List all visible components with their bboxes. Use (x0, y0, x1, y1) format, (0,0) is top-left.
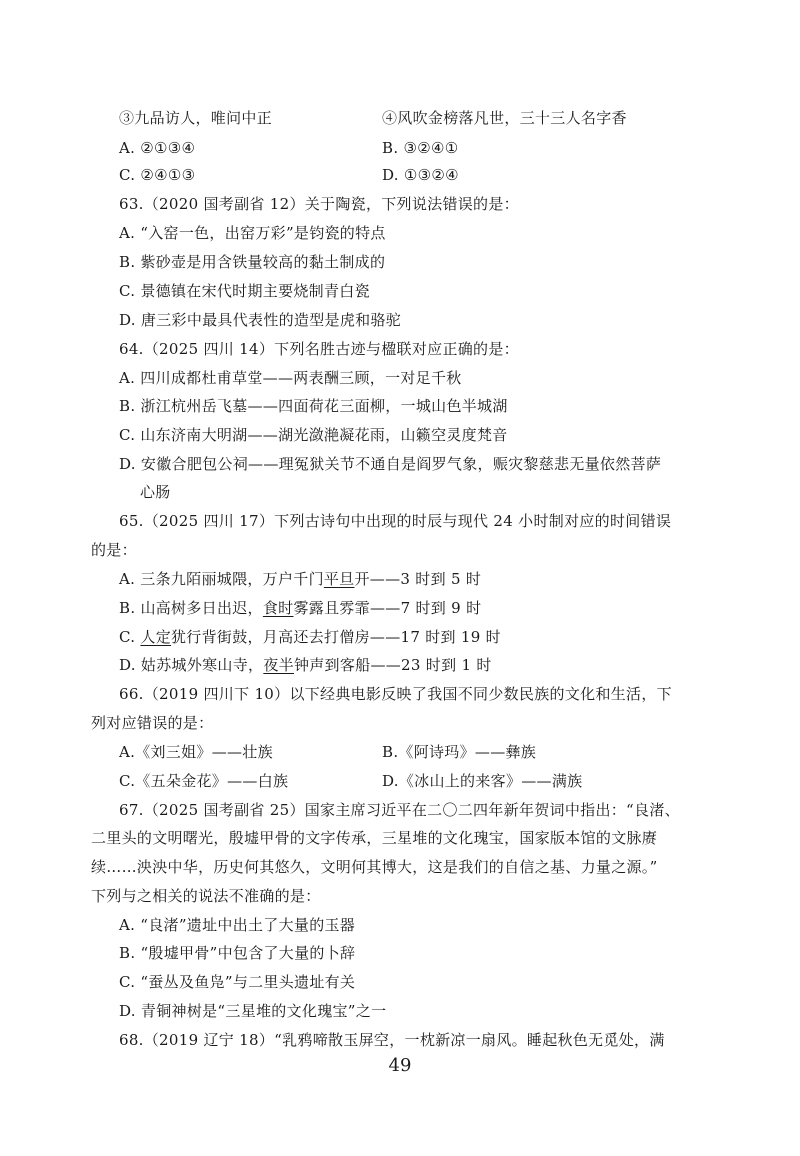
answer-b: B. ③②④① (382, 139, 459, 157)
question-65-stem-cont: 的是： (91, 541, 137, 559)
question-64-option-d: D. 安徽合肥包公祠——理冤狱关节不通自是阎罗气象，赈灾黎慈悲无量依然菩萨 (119, 455, 662, 473)
question-67-stem-line4: 下列与之相关的说法不准确的是： (91, 887, 321, 905)
option-item-3: ③九品访人，唯问中正 (119, 109, 273, 127)
question-66-option-a: A.《刘三姐》——壮族 (119, 743, 273, 761)
question-68-stem: 68.（2019 辽宁 18）“乳鸦啼散玉屏空，一枕新凉一扇风。睡起秋色无觅处，满 (119, 1031, 665, 1049)
answer-c: C. ②④①③ (119, 166, 196, 184)
question-63-option-b: B. 紫砂壶是用含铁量较高的黏土制成的 (119, 253, 386, 271)
question-65-option-d: D. 姑苏城外寒山寺，夜半钟声到客船——23 时到 1 时 (119, 656, 492, 674)
question-67-stem-line2: 二里头的文明曙光，殷墟甲骨的文字传承，三星堆的文化瑰宝，国家版本馆的文脉赓 (91, 829, 658, 847)
question-64-option-a: A. 四川成都杜甫草堂——两表酬三顾，一对足千秋 (119, 369, 462, 387)
question-65-option-a: A. 三条九陌丽城隈，万户千门平旦开——3 时到 5 时 (119, 570, 482, 588)
page-number: 49 (388, 1055, 412, 1076)
question-63-stem: 63.（2020 国考副省 12）关于陶瓷，下列说法错误的是： (119, 195, 519, 213)
question-67-option-c: C. “蚕丛及鱼凫”与二里头遗址有关 (119, 973, 356, 991)
question-67-option-b: B. “殷墟甲骨”中包含了大量的卜辞 (119, 944, 356, 962)
question-64-option-b: B. 浙江杭州岳飞墓——四面荷花三面柳，一城山色半城湖 (119, 397, 508, 415)
question-67-option-a: A. “良渚”遗址中出土了大量的玉器 (119, 916, 356, 934)
question-64-stem: 64.（2025 四川 14）下列名胜古迹与楹联对应正确的是： (119, 340, 519, 358)
question-63-option-c: C. 景德镇在宋代时期主要烧制青白瓷 (119, 282, 370, 300)
question-66-stem: 66.（2019 四川下 10）以下经典电影反映了我国不同少数民族的文化和生活，下 (119, 685, 672, 703)
underlined-term: 人定 (140, 628, 171, 646)
question-67-option-d: D. 青铜神树是“三星堆的文化瑰宝”之一 (119, 1002, 387, 1020)
question-65-stem: 65.（2025 四川 17）下列古诗句中出现的时辰与现代 24 小时制对应的时间错误 (119, 512, 672, 530)
underlined-term: 夜半 (263, 656, 294, 674)
question-64-option-c: C. 山东济南大明湖——湖光潋滟凝花雨，山籁空灵度梵音 (119, 426, 508, 444)
answer-d: D. ①③②④ (382, 166, 459, 184)
question-67-stem-line3: 续……泱泱中华，历史何其悠久，文明何其博大，这是我们的自信之基、力量之源。” (91, 858, 658, 876)
option-item-4: ④风吹金榜落凡世，三十三人名字香 (382, 109, 627, 127)
question-66-option-b: B.《阿诗玛》——彝族 (382, 743, 537, 761)
question-67-stem: 67.（2025 国考副省 25）国家主席习近平在二〇二四年新年贺词中指出：“良渚、 (119, 801, 680, 819)
question-63-option-a: A. “入窑一色，出窑万彩”是钧瓷的特点 (119, 224, 386, 242)
question-63-option-d: D. 唐三彩中最具代表性的造型是虎和骆驼 (119, 311, 402, 329)
question-64-option-d-cont: 心肠 (140, 483, 171, 501)
question-65-option-c: C. 人定犹行背街鼓，月高还去打僧房——17 时到 19 时 (119, 628, 501, 646)
question-66-option-c: C.《五朵金花》——白族 (119, 772, 289, 790)
underlined-term: 食时 (262, 599, 294, 617)
question-66-stem-cont: 列对应错误的是： (91, 714, 214, 732)
answer-a: A. ②①③④ (119, 139, 196, 157)
underlined-term: 平旦 (323, 570, 355, 588)
question-66-option-d: D.《冰山上的来客》——满族 (382, 772, 583, 790)
question-65-option-b: B. 山高树多日出迟，食时雾露且雰霏——7 时到 9 时 (119, 599, 482, 617)
